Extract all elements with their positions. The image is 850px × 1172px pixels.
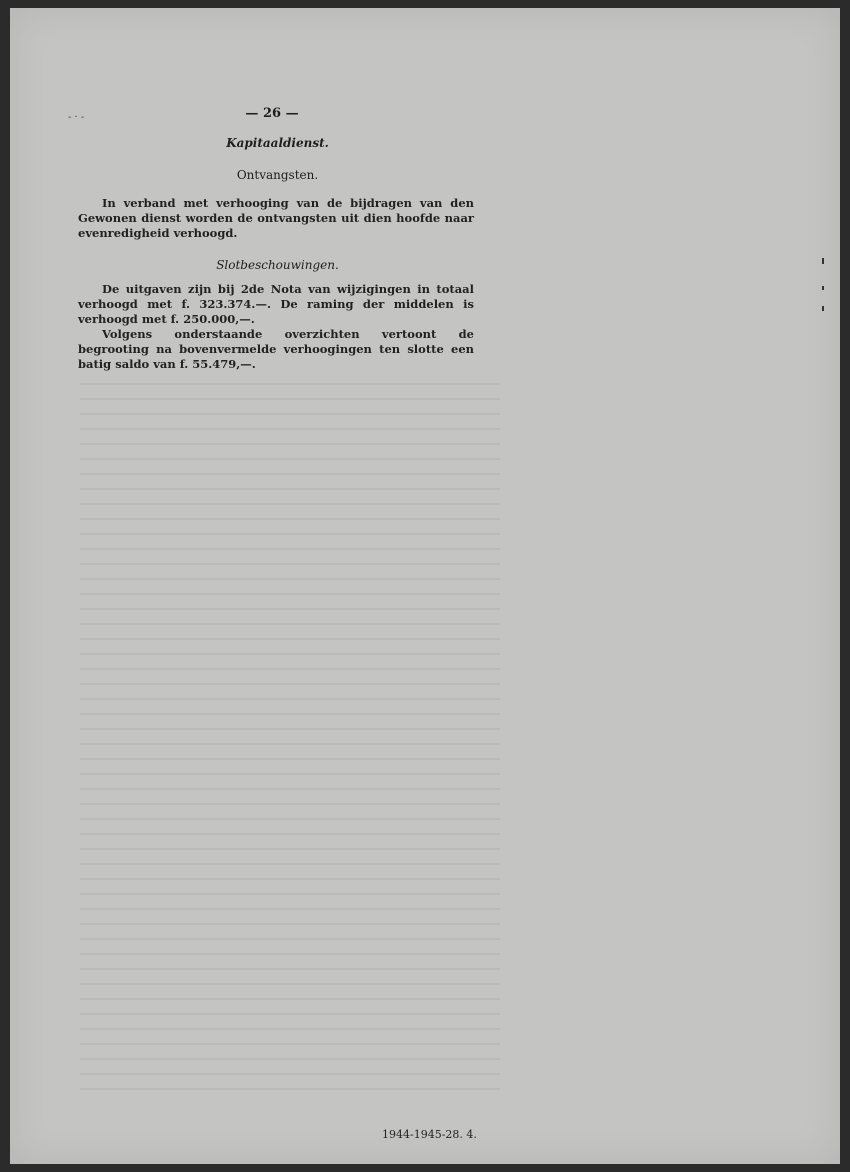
section-heading-slotbeschouwingen: Slotbeschouwingen. — [216, 258, 339, 272]
footer-reference: 1944-1945-28. 4. — [382, 1128, 477, 1141]
paragraph-ontvangsten — [78, 196, 474, 241]
section-heading-kapitaaldienst: Kapitaaldienst. — [226, 136, 329, 150]
page-number: — 26 — — [245, 106, 299, 121]
margin-marks — [820, 258, 826, 318]
stray-mark: - · - — [68, 112, 85, 123]
document-page — [10, 8, 840, 1164]
show-through-text — [80, 383, 500, 1103]
paragraph-slotbeschouwingen — [78, 282, 474, 372]
subheading-ontvangsten: Ontvangsten. — [236, 168, 319, 182]
paragraph-saldo: Volgens onderstaande overzichten vertoont de begrooting na bovenvermelde verhoogingen ten slotte een batig saldo van f. 55.479,—. — [78, 327, 474, 371]
paragraph-ontvangsten-text: In verband met verhooging van de bijdragen van den Gewonen dienst worden de ontvangsten uit dien hoofde naar evenredigheid verhoogd. — [78, 196, 474, 240]
paragraph-uitgaven: De uitgaven zijn bij 2de Nota van wijzigingen in totaal verhoogd met f. 323.374.—. De raming der middelen is verhoogd met f. 250.000,—. — [78, 282, 474, 326]
